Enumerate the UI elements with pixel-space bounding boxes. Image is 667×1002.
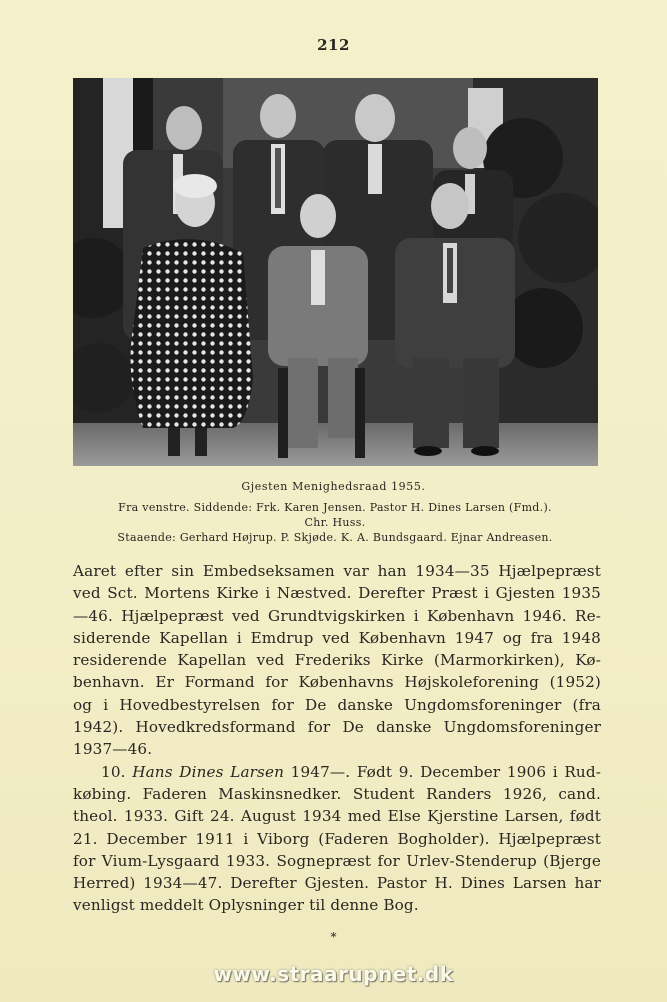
text-line: theol. 1933. Gift 24. August 1934 med Else Kjerstine Larsen, født <box>73 807 601 826</box>
text-line: siderende Kapellan i Emdrup ved København 1947 og fra 1948 <box>73 628 601 647</box>
page-number: 212 <box>317 36 350 54</box>
text-line: benhavn. Er Formand for Københavns Højskoleforening (1952) <box>73 673 601 692</box>
group-portrait-photo <box>73 78 598 466</box>
photo-caption <box>70 500 600 545</box>
watermark: www.straarupnet.dk <box>213 962 454 986</box>
photo-caption-title: Gjesten Menighedsraad 1955. <box>241 480 426 493</box>
caption-line: Staaende: Gerhard Højrup. P. Skjøde. K. A. Bundsgaard. Ejnar Andreasen. <box>117 531 553 544</box>
text-line: venligst meddelt Oplysninger til denne Bog. <box>73 896 419 915</box>
caption-line: Chr. Huss. <box>304 516 366 529</box>
text-line: ved Sct. Mortens Kirke i Næstved. Derefter Præst i Gjesten 1935 <box>73 584 601 603</box>
entry-name: Hans Dines Larsen <box>132 762 285 781</box>
section-separator: * <box>330 930 337 944</box>
entry-number: 10. <box>101 762 126 781</box>
text-line: —46. Hjælpepræst ved Grundtvigskirken i København 1946. Re- <box>73 606 601 625</box>
text-line: købing. Faderen Maskinsnedker. Student Randers 1926, cand. <box>73 784 601 803</box>
entry-heading-line <box>73 761 601 783</box>
text-line: Aaret efter sin Embedseksamen var han 1934—35 Hjælpepræst <box>73 562 601 580</box>
text-line: og i Hovedbestyrelsen for De danske Ungdomsforeninger (fra <box>73 695 601 714</box>
caption-line: Fra venstre. Siddende: Frk. Karen Jensen. Pastor H. Dines Larsen (Fmd.). <box>118 501 552 514</box>
entry-heading-rest: 1947—. Født 9. December 1906 i Rud- <box>284 762 601 781</box>
text-line: 1937—46. <box>73 740 153 759</box>
text-line: for Vium-Lysgaard 1933. Sognepræst for Urlev-Stenderup (Bjerge <box>73 851 601 870</box>
text-line: residerende Kapellan ved Frederiks Kirke (Marmorkirken), Kø- <box>73 651 601 670</box>
text-line: 1942). Hovedkredsformand for De danske Ungdomsforeninger <box>73 718 601 737</box>
body-text <box>73 560 601 917</box>
text-line: Herred) 1934—47. Derefter Gjesten. Pastor H. Dines Larsen har <box>73 874 601 893</box>
text-line: 21. December 1911 i Viborg (Faderen Bogholder). Hjælpepræst <box>73 829 601 848</box>
